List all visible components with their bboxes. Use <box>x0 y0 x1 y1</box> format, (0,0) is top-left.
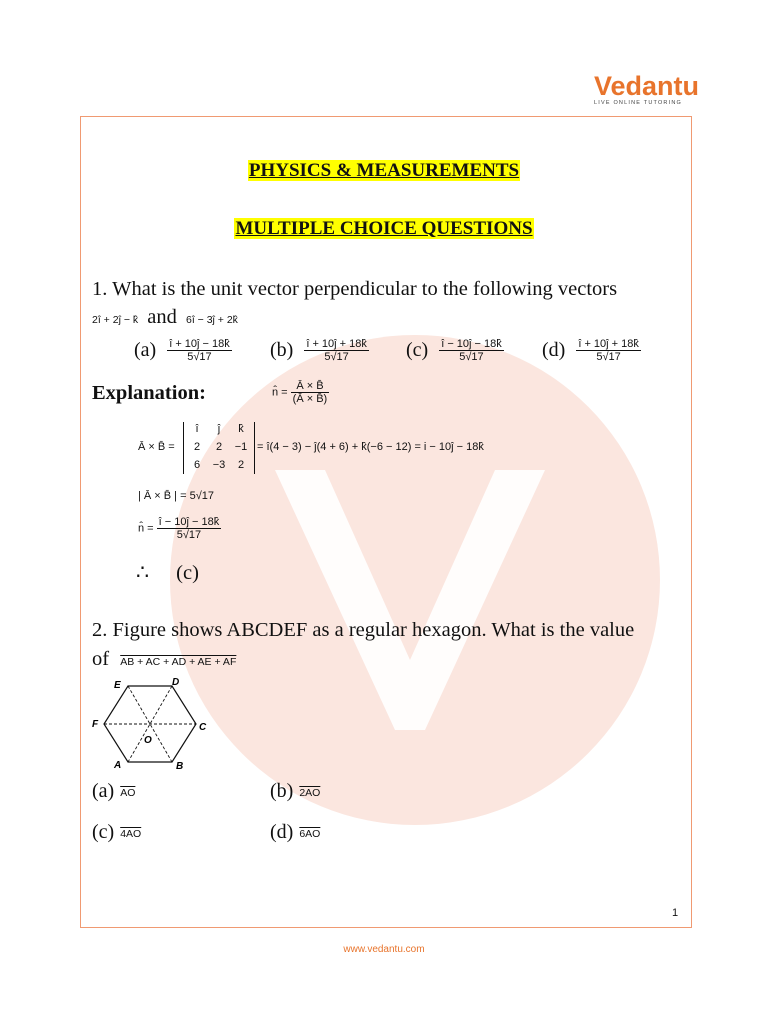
q2-text: 2. Figure shows ABCDEF as a regular hexagon. What is the value <box>92 619 635 641</box>
footer-website[interactable]: www.vedantu.com <box>343 944 425 955</box>
hexagon-figure <box>88 672 218 774</box>
q1-vector-b: 6î − 3ĵ + 2k̂ <box>185 314 238 326</box>
q1-option-a[interactable]: (a) $\frac{î + 10ĵ - 18k̂}{5√17}$ <box>134 338 230 363</box>
logo-tagline: LIVE ONLINE TUTORING <box>594 100 682 106</box>
page-number: 1 <box>672 907 679 919</box>
page-title: PHYSICS & MEASUREMENTS <box>248 160 520 181</box>
q1-option-d[interactable]: (d) $\frac{î + 10ĵ + 18k̂}{5√17}$ <box>542 338 639 363</box>
vertex-f: F <box>92 719 99 730</box>
q1-option-c[interactable]: (c) $\frac{î - 10ĵ - 18k̂}{5√17}$ <box>406 338 502 363</box>
q2-expression: of AB + AC + AD + AE + AF <box>92 648 237 670</box>
q1-cross-rhs: = î(4 − 3) − ĵ(4 + 6) + k̂(−6 − 12) = i − 10ĵ − 18k̂ <box>257 441 484 453</box>
vertex-b: B <box>176 761 184 772</box>
q1-explanation-label: Explanation: <box>92 382 206 404</box>
q1-nhat-result: n̂ = $\frac{î - 10ĵ - 18k̂}{5√17}$ <box>138 516 220 541</box>
q1-answer: ∴ (c) <box>136 562 199 584</box>
q1-text: 1. What is the unit vector perpendicular to the following vectors <box>92 278 618 300</box>
q1-cross-lhs: Ā × B̄ = <box>138 441 175 453</box>
q2-option-d[interactable]: (d) 6AO <box>270 820 321 843</box>
q1-vector-a: 2î + 2ĵ − k̂ <box>92 314 139 326</box>
vedantu-logo <box>594 71 700 106</box>
q1-and: and <box>147 306 177 328</box>
q1-nhat-formula: n̂ = $\frac{Ā \times B̄}{(Ā \times B̄)}$ <box>272 380 328 405</box>
vertex-e: E <box>114 680 121 691</box>
vertex-c: C <box>199 722 207 733</box>
q2-option-a[interactable]: (a) $\overline{AO}$ <box>92 779 136 802</box>
page-subtitle: MULTIPLE CHOICE QUESTIONS <box>235 218 533 239</box>
q1-magnitude: | Ā × B̄ | = 5√17 <box>138 490 214 502</box>
watermark-logo <box>165 330 665 830</box>
vertex-o: O <box>144 735 152 746</box>
vertex-a: A <box>114 760 122 771</box>
q1-determinant: î ĵ k̂ 2 2 −1 6 −3 2 <box>183 422 255 474</box>
vertex-d: D <box>172 677 180 688</box>
q1-option-b[interactable]: (b) $\frac{î + 10ĵ + 18k̂}{5√17}$ <box>270 338 367 363</box>
q2-option-b[interactable]: (b) 2AO <box>270 779 321 802</box>
logo-wordmark: Vedantu <box>594 71 700 101</box>
q1-vectors <box>92 306 238 329</box>
q2-option-c[interactable]: (c) 4AO <box>92 820 142 843</box>
